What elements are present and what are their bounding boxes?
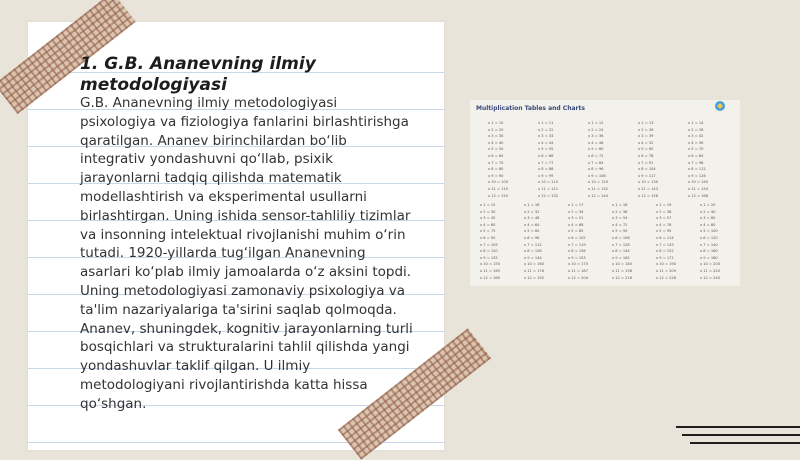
decorative-line (690, 442, 800, 444)
image-title: Multiplication Tables and Charts (476, 105, 585, 112)
multiplication-table: x 1 = 15 x 2 = 30 x 3 = 45 x 4 = 60 x 5 = 75 x 6 = 90 x 7 = 105 x 8 = 120 x 9 = 135 x 10 = 150 x 11 = 165 x 12 = 180 (480, 203, 500, 280)
slide-body-text: G.B. Ananevning ilmiy metodologiyasi psixologiya va fiziologiya fanlarini birlashtirishga qaratilgan. Ananev birinchilardan bo‘lib integrativ yondashuvni qo‘llab, psixik jarayonlarni tadqiq qilishda matematik modellashtirish va eksperimental usullarni birlashtirgan. Uning ishida sensor-tahliliy tizimlar va insonning intelektual rivojlanishi muhim o‘rin tutadi. 1920-yillarda tug‘ilgan Ananevning asarlari ko‘plab ilmiy jamoalarda o‘z aksini topdi. Uning metodologiyasi zamonaviy psixologiya va ta'lim nazariyalariga ta'sirini saqlab qolmoqda. Ananev, shuningdek, kognitiv jarayonlarning turli bosqichlari va strukturalarini tahlil qilishda yangi yondashuvlar taklif qilgan. U ilmiy metodologiyani rivojlantirishda katta hissa qo‘shgan. (80, 95, 413, 412)
multiplication-table: x 1 = 13 x 2 = 26 x 3 = 39 x 4 = 52 x 5 = 65 x 6 = 78 x 7 = 91 x 8 = 104 x 9 = 117 x 10 = 130 x 11 = 143 x 12 = 156 (638, 121, 658, 198)
multiplication-table: x 1 = 19 x 2 = 38 x 3 = 57 x 4 = 76 x 5 = 95 x 6 = 114 x 7 = 133 x 8 = 152 x 9 = 171 x 10 = 190 x 11 = 209 x 12 = 228 (656, 203, 676, 280)
multiplication-table: x 1 = 14 x 2 = 28 x 3 = 42 x 4 = 56 x 5 = 70 x 6 = 84 x 7 = 98 x 8 = 112 x 9 = 126 x 10 = 140 x 11 = 154 x 12 = 168 (688, 121, 708, 198)
multiplication-table: x 1 = 11 x 2 = 22 x 3 = 33 x 4 = 44 x 5 = 55 x 6 = 66 x 7 = 77 x 8 = 88 x 9 = 99 x 10 = 110 x 11 = 121 x 12 = 132 (538, 121, 558, 198)
multiplication-tables-image (470, 100, 740, 286)
decorative-line (682, 434, 800, 436)
multiplication-table: x 1 = 16 x 2 = 32 x 3 = 48 x 4 = 64 x 5 = 80 x 6 = 96 x 7 = 112 x 8 = 128 x 9 = 144 x 10 = 160 x 11 = 176 x 12 = 192 (524, 203, 544, 280)
decorative-lines (676, 422, 800, 450)
decorative-line (676, 426, 800, 428)
slide-title: 1. G.B. Ananevning ilmiy metodologiyasi (80, 54, 316, 95)
multiplication-table: x 1 = 18 x 2 = 36 x 3 = 54 x 4 = 72 x 5 = 90 x 6 = 108 x 7 = 126 x 8 = 144 x 9 = 162 x 10 = 180 x 11 = 198 x 12 = 216 (612, 203, 632, 280)
logo-icon (714, 100, 726, 112)
multiplication-table: x 1 = 17 x 2 = 34 x 3 = 51 x 4 = 68 x 5 = 85 x 6 = 102 x 7 = 119 x 8 = 136 x 9 = 153 x 10 = 170 x 11 = 187 x 12 = 204 (568, 203, 588, 280)
multiplication-table: x 1 = 20 x 2 = 40 x 3 = 60 x 4 = 80 x 5 = 100 x 6 = 120 x 7 = 140 x 8 = 160 x 9 = 180 x 10 = 200 x 11 = 220 x 12 = 240 (700, 203, 720, 280)
multiplication-table: x 1 = 10 x 2 = 20 x 3 = 30 x 4 = 40 x 5 = 50 x 6 = 60 x 7 = 70 x 8 = 80 x 9 = 90 x 10 = 100 x 11 = 110 x 12 = 120 (488, 121, 508, 198)
multiplication-table: x 1 = 12 x 2 = 24 x 3 = 36 x 4 = 48 x 5 = 60 x 6 = 72 x 7 = 84 x 8 = 96 x 9 = 108 x 10 = 120 x 11 = 132 x 12 = 144 (588, 121, 608, 198)
